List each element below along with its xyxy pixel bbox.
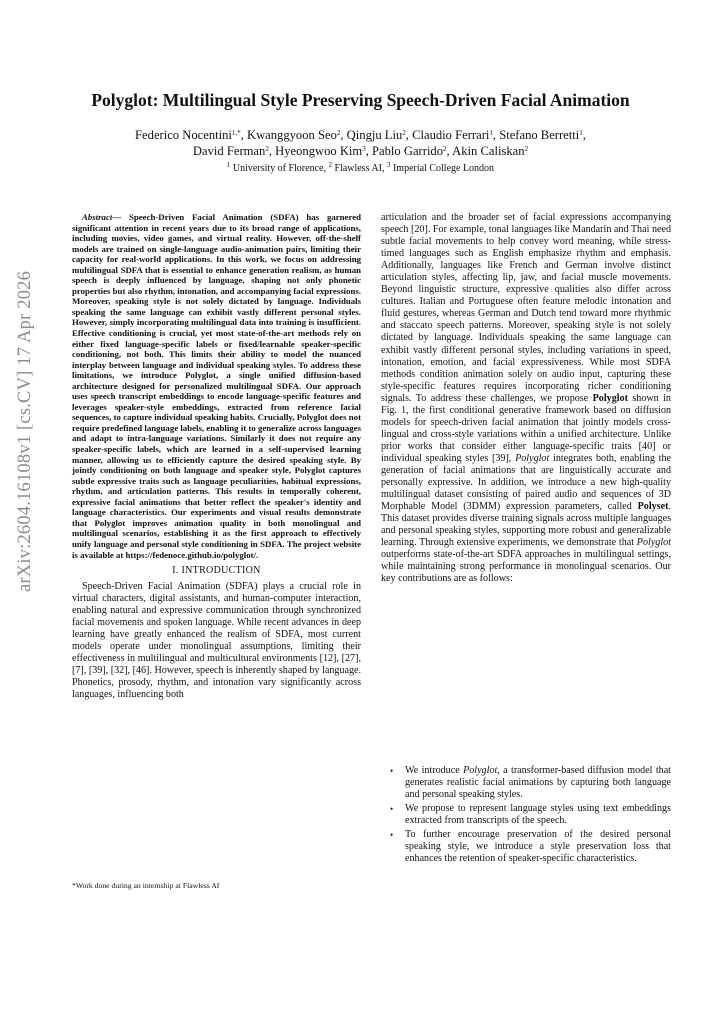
contribution-list — [381, 765, 671, 867]
list-item: • We propose to represent language styles using text embeddings extracted from transcripts of the speech. — [390, 803, 671, 827]
footnote: *Work done during an internship at Flawless AI — [72, 881, 220, 890]
polyglot-name: Polyglot — [592, 392, 628, 404]
list-item: • To further encourage preservation of the desired personal speaking style, we introduce a style preservation loss that enhances the retention of speaker-specific characteristics. — [390, 829, 671, 865]
intro-paragraph: Speech-Driven Facial Animation (SDFA) plays a crucial role in virtual characters, digital assistants, and human-computer interaction, enabling natural and expressive communication through synchronized facial movements and spoken language. While recent advances in deep learning have greatly enhanced the realism of SDFA, most current models operate under monolingual assumptions, limiting their effectiveness in multilingual and multicultural environments [12], [27], [7], [39], [32], [46]. However, speech is inherently shaped by language. Phonetics, prosody, rhythm, and intonation vary significantly across languages, influencing both — [72, 581, 361, 701]
author: Claudio Ferrari$^1$ — [412, 128, 493, 142]
author: Stefano Berretti$^1$ — [499, 128, 583, 142]
intro-paragraph-continued: articulation and the broader set of facial expressions accompanying speech [20]. For example, tonal languages like Mandarin and Thai need subtle facial movements to help convey word meaning, while stress-timed languages such as English emphasize rhythm and emphasis. Additionally, languages like French and German involve distinct articulation styles, affecting lip, jaw, and facial muscle movements. Beyond linguistic structure, expressive qualities also differ across cultures. Italian and Portuguese often feature melodic intonation and fluid gestures, whereas German and Dutch tend toward more rhythmic and staccato speech patterns. Moreover, speaking style is not solely dictated by language. Individuals speaking the same language can exhibit vastly different personal styles, including variations in speed, intonation, emotion, and facial expressiveness. While most SDFA methods condition animation solely on audio input, capturing these style-specific features requires incorporating richer conditioning signals. To address these challenges, we propose Polyglot shown in Fig. 1, the first conditional generative framework based on diffusion models for speech-driven facial animation that jointly models cross-lingual and cross-style variations within a unified architecture. Unlike prior works that consider either language-specific traits [40] or individual speaking styles [39], Polyglot integrates both, enabling the generation of facial animations that are linguistically accurate and personally expressive. In addition, we introduce a new high-quality multilingual dataset consisting of paired audio and sequences of 3D Morphable Model (3DMM) expression parameters, called Polyset. This dataset provides diverse training signals across multiple languages and personal speaking styles, supporting more robust and generalizable learning. Through extensive experiments, we demonstrate that Polyglot outperforms state-of-the-art SDFA approaches in multilingual settings, while maintaining strong performance in monolingual scenarios. Our key contributions are as follows: — [381, 212, 671, 585]
list-item: • We introduce Polyglot, a transformer-based diffusion model that generates realistic facial animations by capturing both language and personal speaking styles. — [390, 765, 671, 801]
author: Hyeongwoo Kim$^3$ — [275, 144, 366, 158]
author: Federico Nocentini$^{1,*}$ — [135, 128, 241, 142]
polyset-name: Polyset — [637, 501, 669, 513]
abstract-label: Abstract — [82, 212, 113, 222]
bullet-icon: • — [390, 830, 394, 841]
author: Pablo Garrido$^2$ — [372, 144, 447, 158]
bullet-icon: • — [390, 766, 394, 776]
author: Akin Caliskan$^2$ — [452, 144, 529, 158]
abstract-text: — Speech-Driven Facial Animation (SDFA) has garnered significant attention in recent years due to its broad range of applications, including movies, video games, and virtual reality. However, off-the-shelf models are trained on single-language audio-animation pairs, limiting their capacity for real-world applications. In this work, we focus on addressing multilingual SDFA that is essential to enhance generation realism, as human speech is deeply influenced by language, shaping not only phonetic properties but also rhythm, intonation, and accompanying facial expressions. Moreover, speaking style is not solely dictated by language. Individuals speaking the same language can exhibit vastly different personal styles. However, simply incorporating multilingual data into training is insufficient. Effective conditioning is crucial, yet most state-of-the-art methods rely on either fixed language-specific labels or fixed/learnable speaker-specific conditioning, not both. This limits their ability to model the nuanced interplay between language and individual speaking styles. To address these limitations, we introduce Polyglot, a single unified diffusion-based architecture designed for personalized multilingual SDFA. Our approach uses speech transcript embeddings to encode language-specific features and leverages speaker-style embeddings, extracted from reference facial sequences, to capture individual speaking habits. Crucially, Polyglot does not require predefined language labels, enabling it to generalize across languages and adapt to intra-language variations. Similarly it does not require any speaker-specific labels, which are learned in a self-supervised learning manner, allowing us to efficiently capture the desired speaking style. By jointly conditioning on both language and speaker style, Polyglot captures subtle expressive traits such as language peculiarities, habitual expressions, rhythm, and articulation patterns. This results in temporally coherent, expressive facial animations that better reflect the speaker's identity and language characteristics. Our experiments and visual results demonstrate that Polyglot improves animation quality in both monolingual and multilingual scenarios, establishing it as the first approach to effectively unify language and personal style conditioning in SDFA. The project website is available at https://fedenoce.github.io/polyglot/. — [72, 212, 361, 560]
bullet-icon: • — [390, 804, 394, 815]
section-heading-introduction: I. INTRODUCTION — [172, 565, 261, 577]
arxiv-side-stamp: arXiv:2604.16108v1 [cs.CV] 17 Apr 2026 — [15, 270, 35, 592]
author-list — [60, 127, 661, 159]
right-column — [381, 212, 671, 585]
abstract — [72, 212, 361, 560]
affiliations: $^1$ University of Florence, $^2$ Flawless AI, $^3$ Imperial College London — [226, 161, 495, 174]
paper-title: Polyglot: Multilingual Style Preserving Speech-Driven Facial Animation — [91, 90, 630, 110]
author-line-2: David Ferman$^2$, Hyeongwoo Kim$^3$, Pablo Garrido$^2$, Akin Caliskan$^2$ — [192, 144, 529, 158]
left-column — [72, 212, 361, 702]
author: Qingju Liu$^2$ — [346, 128, 406, 142]
author: Kwanggyoon Seo$^2$ — [246, 128, 341, 142]
author: David Ferman$^2$ — [192, 144, 269, 158]
author-line-1: Federico Nocentini$^{1,*}$, Kwanggyoon Seo$^2$, Qingju Liu$^2$, Claudio Ferrari$^1$, Stefano Berretti$^1$, — [135, 128, 586, 142]
